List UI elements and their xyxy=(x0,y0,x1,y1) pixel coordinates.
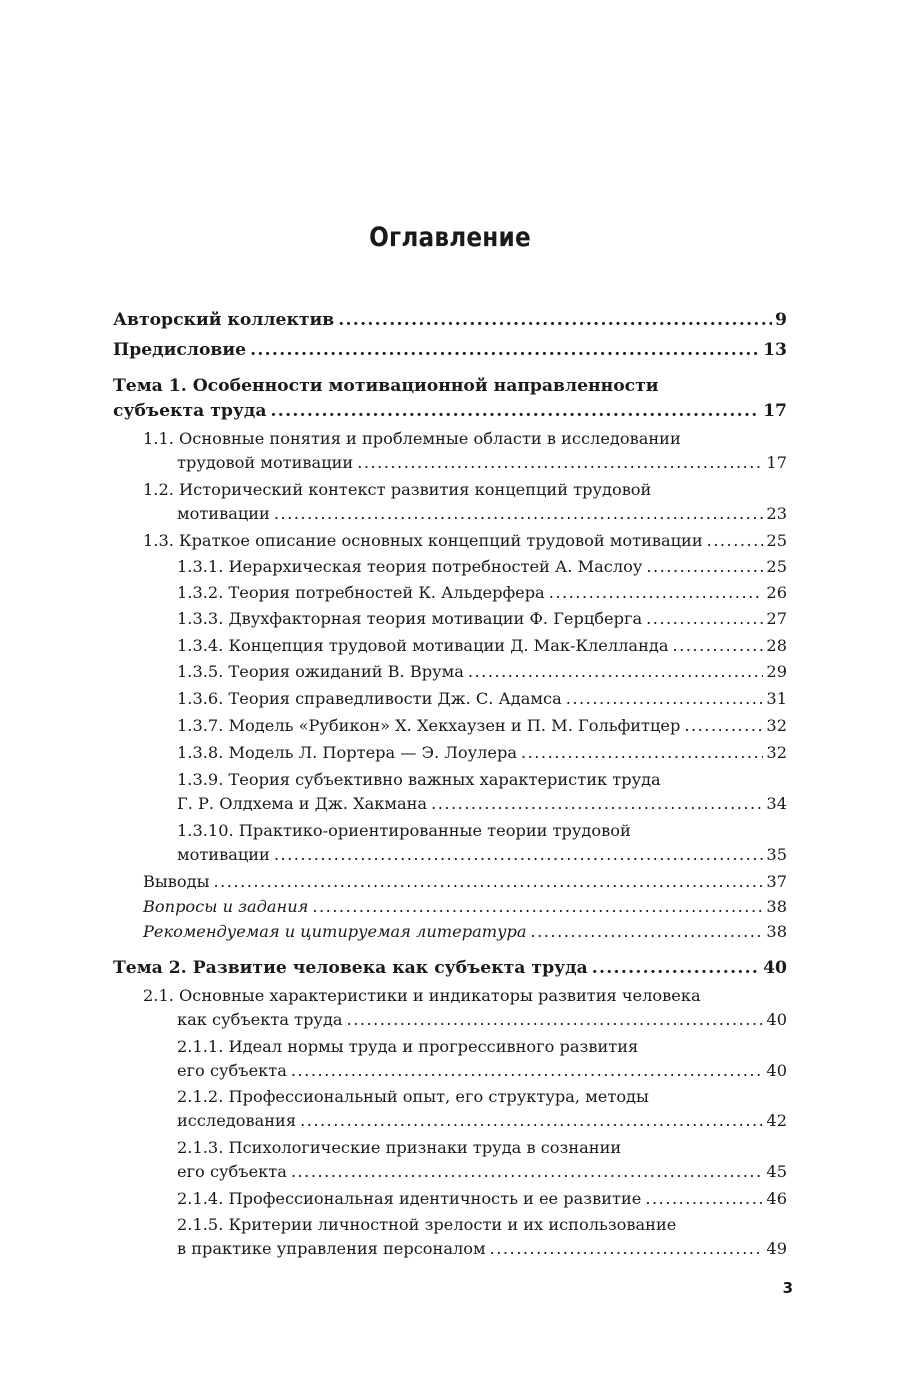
toc-entry-title: 1.3.4. Концепция трудовой мотивации Д. Мак-Клелланда xyxy=(177,636,669,655)
toc-page-number: 23 xyxy=(766,504,787,523)
toc-page-number: 17 xyxy=(763,401,787,421)
toc-page-number: 37 xyxy=(766,872,787,891)
toc-entry-title-line1: 1.1. Основные понятия и проблемные области в исследовании xyxy=(143,429,681,448)
toc-entry-title: 1.3.3. Двухфакторная теория мотивации Ф. Герцберга xyxy=(177,609,643,628)
toc-page-number: 35 xyxy=(766,845,787,864)
leader-dots xyxy=(468,661,764,683)
leader-dots xyxy=(274,844,764,866)
toc-entry-title: Выводы xyxy=(143,872,210,891)
leader-dots xyxy=(490,1238,764,1260)
toc-page-number: 25 xyxy=(766,531,787,550)
leader-dots xyxy=(291,1161,764,1183)
toc-page-number: 32 xyxy=(766,743,787,762)
toc-entry-title-line1: 2.1. Основные характеристики и индикаторы развития человека xyxy=(143,986,701,1005)
leader-dots xyxy=(357,452,763,474)
toc-page-number: 46 xyxy=(766,1189,787,1208)
toc-entry-title: 1.3.8. Модель Л. Портера — Э. Лоулера xyxy=(177,743,517,762)
leader-dots xyxy=(566,688,764,710)
toc-entry-title: мотивации xyxy=(177,504,270,523)
leader-dots xyxy=(250,339,760,361)
toc-entry-title-line1: 2.1.1. Идеал нормы труда и прогрессивного развития xyxy=(177,1037,639,1056)
toc-entry-title-line1: 1.2. Исторический контекст развития концепций трудовой xyxy=(143,480,652,499)
toc-entry-title: 1.3.2. Теория потребностей К. Альдерфера xyxy=(177,583,545,602)
page-title: Оглавление xyxy=(369,222,531,253)
toc-page-number: 38 xyxy=(766,897,787,916)
toc-entry-title: Авторский коллектив xyxy=(113,310,335,330)
toc-entry-title: субъекта труда xyxy=(113,401,267,421)
toc-entry-title: Тема 2. Развитие человека как субъекта труда xyxy=(113,958,588,978)
toc-entry-title: Рекомендуемая и цитируемая литература xyxy=(143,922,527,941)
toc-entry-title: его субъекта xyxy=(177,1061,287,1080)
leader-dots xyxy=(521,742,763,764)
leader-dots xyxy=(214,871,764,893)
leader-dots xyxy=(645,1188,763,1210)
leader-dots xyxy=(300,1110,763,1132)
leader-dots xyxy=(646,608,763,630)
toc-entry-title: 2.1.4. Профессиональная идентичность и ее развитие xyxy=(177,1189,642,1208)
leader-dots xyxy=(312,896,763,918)
toc-entry-title: исследования xyxy=(177,1111,297,1130)
toc-entry-title: 1.3.1. Иерархическая теория потребностей А. Маслоу xyxy=(177,557,643,576)
leader-dots xyxy=(549,582,764,604)
toc-entry-title: трудовой мотивации xyxy=(177,453,354,472)
page-number: 3 xyxy=(782,1279,793,1297)
toc-page-number: 9 xyxy=(775,310,787,330)
leader-dots xyxy=(271,400,761,422)
toc-page-number: 28 xyxy=(766,636,787,655)
toc-entry-title-line1: 2.1.3. Психологические признаки труда в сознании xyxy=(177,1138,622,1157)
toc-page-number: 34 xyxy=(766,794,787,813)
leader-dots xyxy=(684,715,763,737)
toc-page-number: 38 xyxy=(766,922,787,941)
toc-page-number: 32 xyxy=(766,716,787,735)
leader-dots xyxy=(347,1009,764,1031)
toc-entry-title: 1.3.6. Теория справедливости Дж. С. Адамса xyxy=(177,689,562,708)
toc-page-number: 45 xyxy=(766,1162,787,1181)
toc-page-number: 13 xyxy=(763,340,787,360)
toc-page-number: 27 xyxy=(766,609,787,628)
toc-page-number: 26 xyxy=(766,583,787,602)
leader-dots xyxy=(274,503,764,525)
toc-entry-title-line1: Тема 1. Особенности мотивационной направленности xyxy=(113,376,659,396)
toc-page-number: 40 xyxy=(766,1061,787,1080)
toc-entry-title: 1.3.7. Модель «Рубикон» Х. Хекхаузен и П. М. Гольфитцер xyxy=(177,716,681,735)
toc-entry-title-line1: 1.3.10. Практико-ориентированные теории трудовой xyxy=(177,821,631,840)
leader-dots xyxy=(291,1060,764,1082)
toc-entry-title-line1: 2.1.5. Критерии личностной зрелости и их использование xyxy=(177,1215,677,1234)
leader-dots xyxy=(431,793,763,815)
leader-dots xyxy=(530,921,763,943)
toc-page-number: 29 xyxy=(766,662,787,681)
toc-entry-title: 1.3. Краткое описание основных концепций трудовой мотивации xyxy=(143,531,703,550)
toc-entry-title: 1.3.5. Теория ожиданий В. Врума xyxy=(177,662,464,681)
toc-entry-title: в практике управления персоналом xyxy=(177,1239,486,1258)
leader-dots xyxy=(592,957,760,979)
toc-entry-title: Г. Р. Олдхема и Дж. Хакмана xyxy=(177,794,428,813)
toc-page-number: 31 xyxy=(766,689,787,708)
toc-entry-title: мотивации xyxy=(177,845,270,864)
toc-page-number: 49 xyxy=(766,1239,787,1258)
leader-dots xyxy=(646,556,763,578)
leader-dots xyxy=(338,309,772,331)
toc-page-number: 40 xyxy=(766,1010,787,1029)
leader-dots xyxy=(707,530,764,552)
leader-dots xyxy=(672,635,763,657)
toc-entry-title: как субъекта труда xyxy=(177,1010,343,1029)
toc-entry-title-line1: 1.3.9. Теория субъективно важных характеристик труда xyxy=(177,770,661,789)
toc-entry-title: Вопросы и задания xyxy=(143,897,309,916)
toc-entry-title-line1: 2.1.2. Профессиональный опыт, его структура, методы xyxy=(177,1087,649,1106)
toc-entry-title: Предисловие xyxy=(113,340,247,360)
toc-page-number: 25 xyxy=(766,557,787,576)
toc-page-number: 17 xyxy=(766,453,787,472)
toc-entry-title: его субъекта xyxy=(177,1162,287,1181)
toc-page-number: 42 xyxy=(766,1111,787,1130)
toc-page-number: 40 xyxy=(763,958,787,978)
